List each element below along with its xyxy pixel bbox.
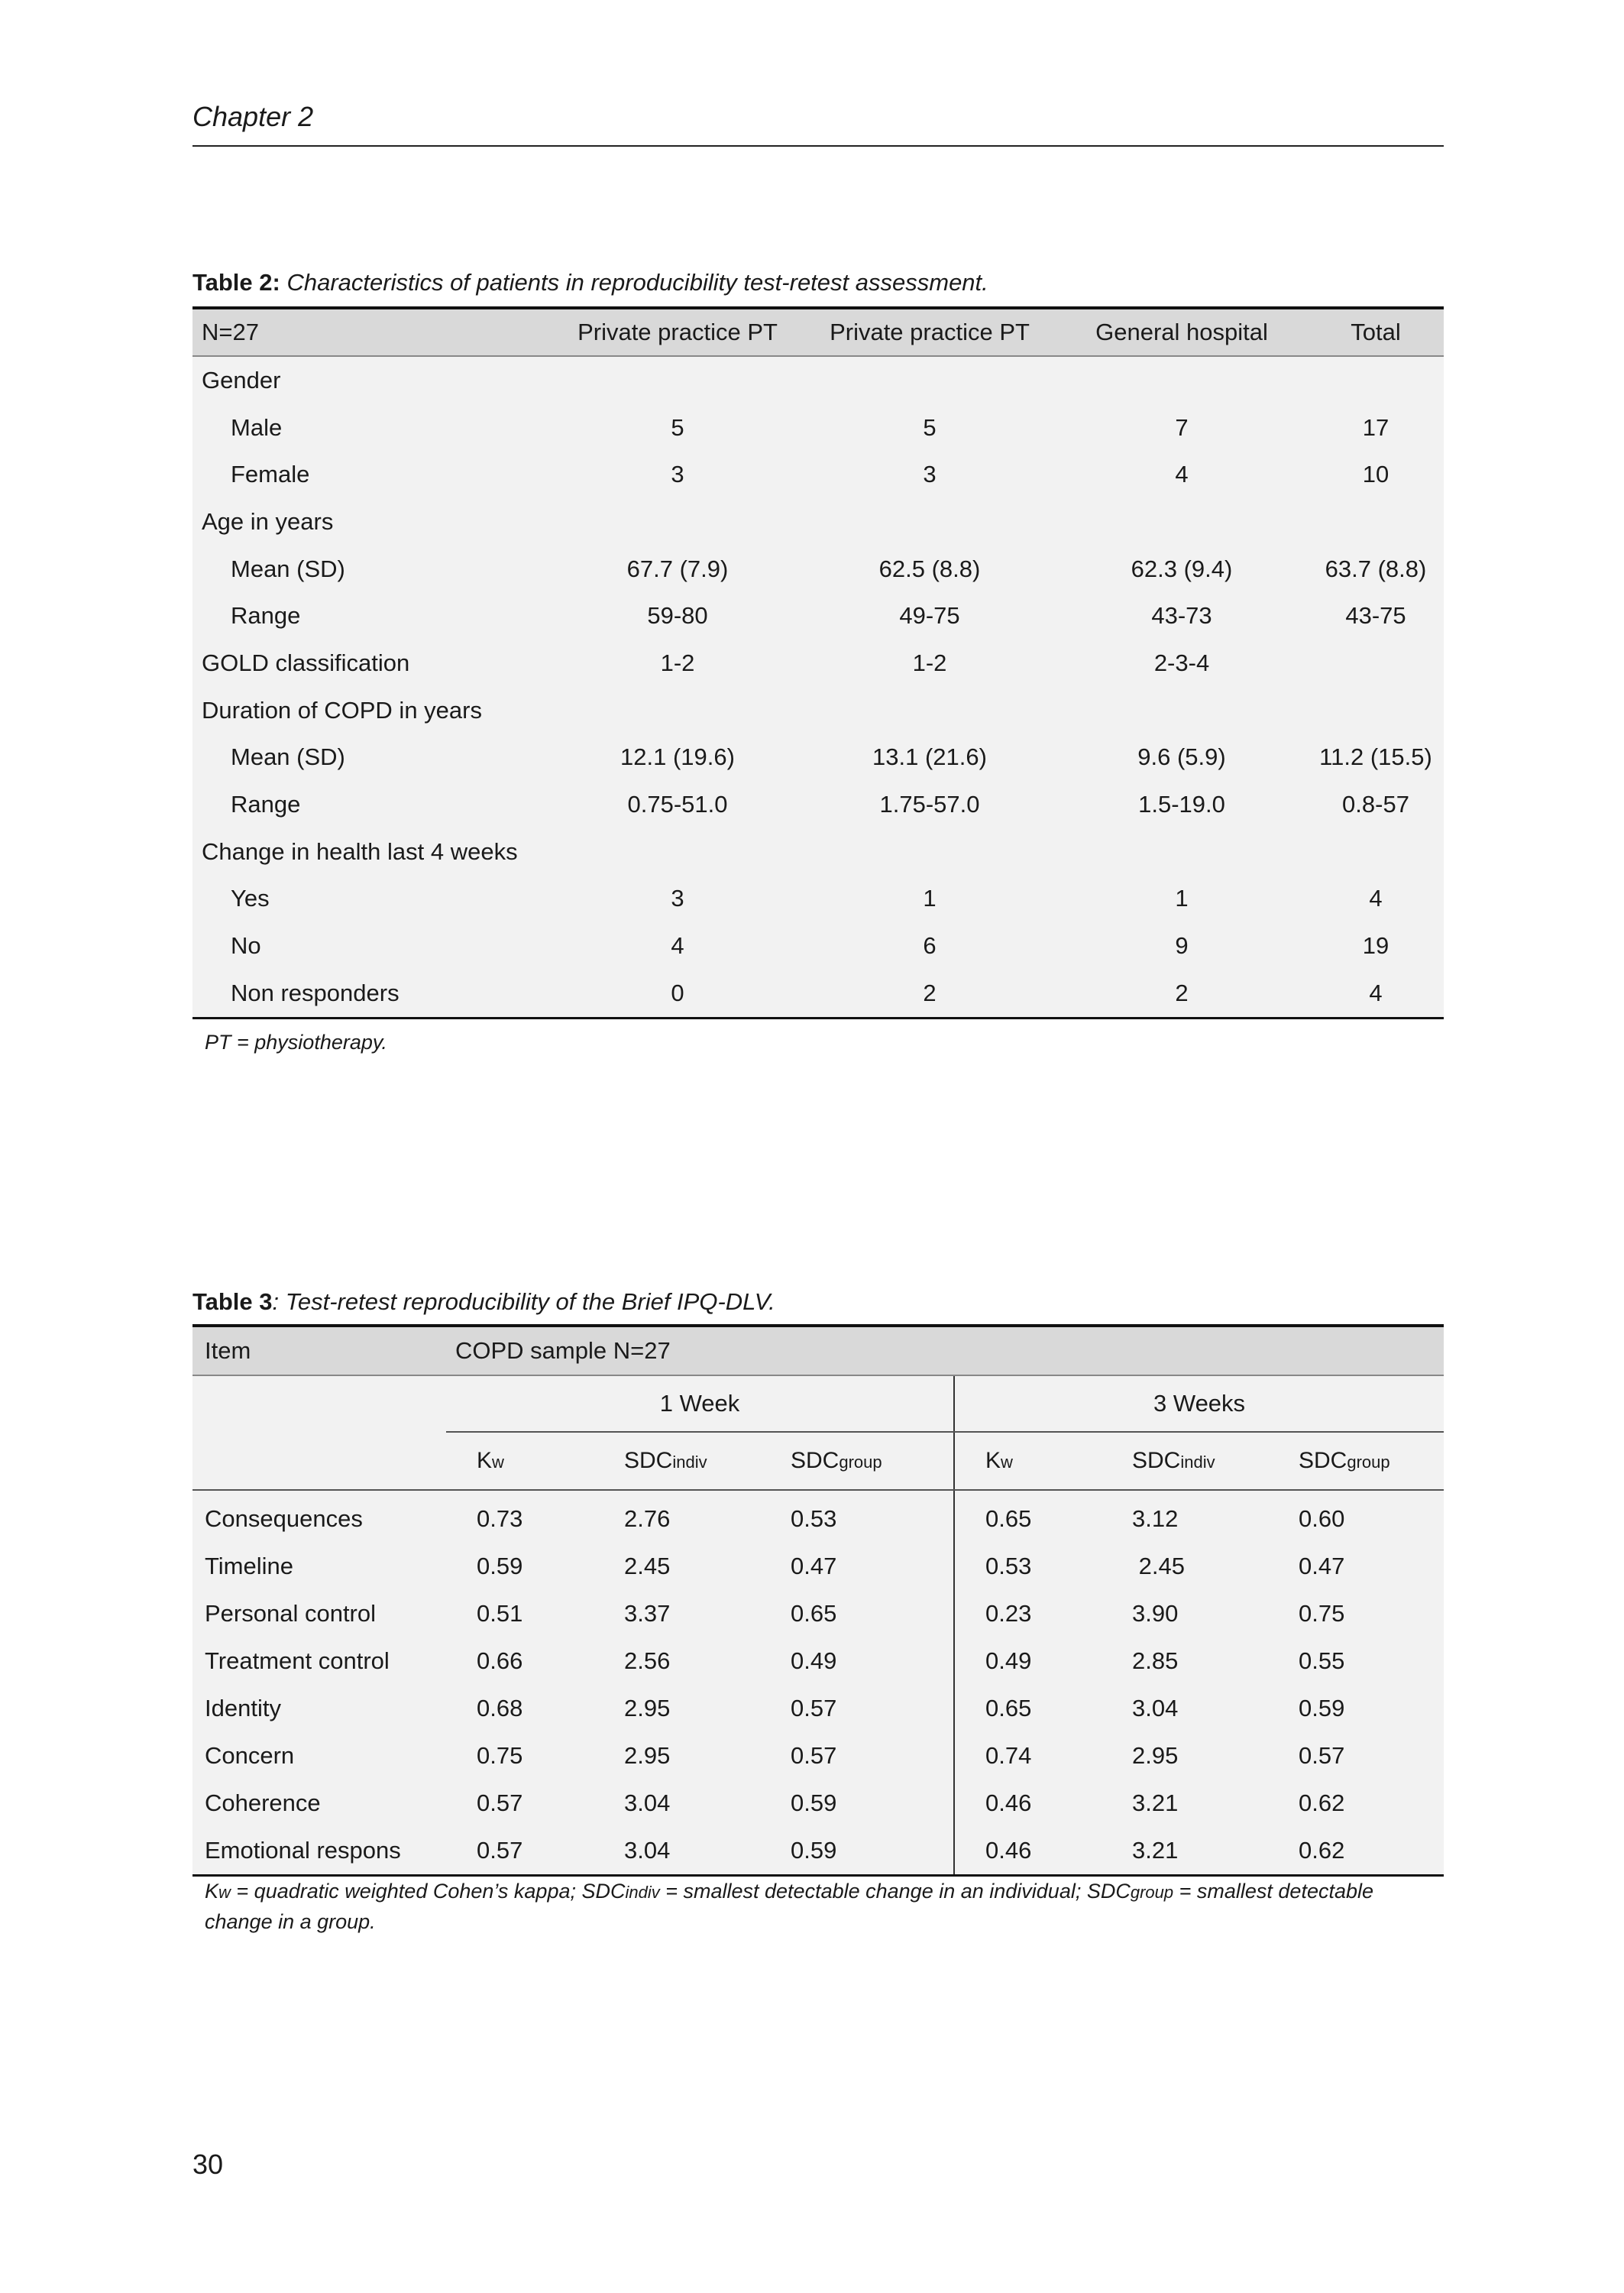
sdc-indiv-header: SDCindiv bbox=[1102, 1432, 1268, 1490]
table2-row-label: Female bbox=[231, 461, 310, 488]
table2-row bbox=[192, 734, 1444, 782]
table2-col-header: General hospital bbox=[1056, 308, 1308, 356]
table2-cell: 0 bbox=[671, 979, 684, 1006]
table2-row bbox=[192, 922, 1444, 970]
table3-cell: 3.21 bbox=[1132, 1837, 1179, 1864]
table2-cell: 62.5 (8.8) bbox=[878, 555, 981, 582]
table2-row bbox=[192, 781, 1444, 828]
table3-cell: 0.46 bbox=[954, 1780, 1102, 1827]
table3-cell: 3.90 bbox=[1132, 1600, 1179, 1627]
table3-cell: 2.85 bbox=[1132, 1647, 1179, 1674]
table2-cell bbox=[1308, 687, 1444, 734]
table3-period-row bbox=[192, 1375, 1444, 1432]
table3-subheader-row bbox=[192, 1432, 1444, 1490]
table2-row-label: Male bbox=[231, 413, 283, 441]
table2-cell: 43-73 bbox=[1151, 602, 1212, 630]
table2-footnote: PT = physiotherapy. bbox=[205, 1031, 387, 1054]
sdc-group-header: SDCgroup bbox=[760, 1432, 954, 1490]
table3-cell: 0.49 bbox=[791, 1647, 837, 1674]
table3-item: Timeline bbox=[205, 1553, 293, 1579]
table2-cell bbox=[552, 356, 804, 404]
table2-cell bbox=[1056, 828, 1308, 876]
table3-item: Emotional respons bbox=[205, 1837, 401, 1864]
table2-cell: 1-2 bbox=[660, 649, 695, 676]
table2-row bbox=[192, 640, 1444, 687]
table2-cell: 19 bbox=[1362, 932, 1389, 960]
table2-cell: 9.6 (5.9) bbox=[1137, 743, 1226, 771]
table2-row-label: Age in years bbox=[202, 507, 334, 535]
table2-cell: 3 bbox=[671, 885, 684, 912]
table3-row bbox=[192, 1780, 1444, 1827]
table2-cell: 1.75-57.0 bbox=[879, 791, 980, 818]
table3-cell: 0.59 bbox=[791, 1789, 837, 1816]
table3-cell: 0.57 bbox=[477, 1789, 523, 1816]
page-number: 30 bbox=[192, 2149, 224, 2180]
table2-cell: 67.7 (7.9) bbox=[626, 555, 729, 582]
table3-caption bbox=[192, 1288, 775, 1316]
table2-cell: 6 bbox=[923, 932, 937, 960]
table3-cell: 0.53 bbox=[954, 1543, 1102, 1590]
table3-period-2: 3 Weeks bbox=[954, 1375, 1444, 1432]
table2-cell: 1.5-19.0 bbox=[1138, 791, 1225, 818]
table3-cell: 2.95 bbox=[624, 1742, 671, 1769]
table3-item: Treatment control bbox=[205, 1647, 390, 1674]
table3-header-row bbox=[192, 1326, 1444, 1375]
table3-cell: 0.60 bbox=[1299, 1505, 1345, 1532]
table3-cell: 2.95 bbox=[624, 1695, 671, 1721]
table2-caption-label: Table 2: bbox=[192, 269, 280, 296]
table3 bbox=[192, 1324, 1444, 1877]
table3-cell: 0.62 bbox=[1299, 1789, 1345, 1816]
table3-cell: 3.37 bbox=[624, 1600, 671, 1627]
table2-row bbox=[192, 828, 1444, 876]
table2 bbox=[192, 306, 1444, 1019]
table3-cell: 0.57 bbox=[791, 1695, 837, 1721]
table3-caption-text: : Test-retest reproducibility of the Brief IPQ-DLV. bbox=[272, 1288, 775, 1315]
table2-row bbox=[192, 687, 1444, 734]
table2-row-label: Gender bbox=[202, 366, 281, 394]
table3-row bbox=[192, 1685, 1444, 1732]
table3-empty-cell bbox=[192, 1375, 446, 1432]
table2-row bbox=[192, 546, 1444, 593]
table3-cell: 0.53 bbox=[791, 1505, 837, 1532]
table2-cell bbox=[552, 828, 804, 876]
table3-cell: 0.65 bbox=[954, 1685, 1102, 1732]
table3-cell: 0.74 bbox=[954, 1732, 1102, 1780]
table3-item: Coherence bbox=[205, 1789, 321, 1816]
table2-cell: 4 bbox=[1369, 979, 1383, 1006]
table2-cell: 17 bbox=[1362, 413, 1389, 441]
table3-item: Identity bbox=[205, 1695, 281, 1721]
table3-cell: 0.57 bbox=[1299, 1742, 1345, 1769]
table2-col-header: Private practice PT bbox=[552, 308, 804, 356]
table3-cell: 0.62 bbox=[1299, 1837, 1345, 1864]
table2-cell: 1 bbox=[923, 885, 937, 912]
table2-cell: 2 bbox=[1175, 979, 1189, 1006]
table2-row bbox=[192, 970, 1444, 1018]
table2-cell: 3 bbox=[923, 461, 937, 488]
table2-cell: 10 bbox=[1362, 461, 1389, 488]
table3-cell: 0.51 bbox=[477, 1600, 523, 1627]
table3-item: Personal control bbox=[205, 1600, 377, 1627]
table3-empty-cell bbox=[192, 1432, 446, 1490]
table3-footnote: Kw = quadratic weighted Cohen’s kappa; SDCindiv = smallest detectable change in an individual; SDCgroup = smallest detectable change in a group. bbox=[205, 1880, 1374, 1933]
table2-cell: 1 bbox=[1175, 885, 1189, 912]
table3-cell: 0.47 bbox=[791, 1553, 837, 1579]
table3-cell: 0.49 bbox=[954, 1637, 1102, 1685]
table3-cell: 0.23 bbox=[954, 1590, 1102, 1637]
table2-cell: 4 bbox=[1175, 461, 1189, 488]
table3-cell: 0.65 bbox=[791, 1600, 837, 1627]
table2-cell: 0.8-57 bbox=[1342, 791, 1409, 818]
table2-cell: 63.7 (8.8) bbox=[1325, 555, 1427, 582]
table3-row bbox=[192, 1732, 1444, 1780]
table3-cell: 0.75 bbox=[1299, 1600, 1345, 1627]
table2-cell bbox=[804, 828, 1056, 876]
table2-caption-text: Characteristics of patients in reproducibility test-retest assessment. bbox=[280, 269, 988, 296]
table2-cell: 11.2 (15.5) bbox=[1319, 743, 1432, 771]
table2-cell: 5 bbox=[671, 413, 684, 441]
table2-row-label: No bbox=[231, 932, 261, 960]
table2-cell: 7 bbox=[1175, 413, 1189, 441]
page-header bbox=[192, 99, 1444, 147]
table3-cell: 3.04 bbox=[624, 1789, 671, 1816]
table2-cell bbox=[552, 498, 804, 546]
table2-row-label: Range bbox=[231, 791, 301, 818]
table3-row bbox=[192, 1490, 1444, 1543]
table2-row bbox=[192, 451, 1444, 498]
table2-col-header: Private practice PT bbox=[804, 308, 1056, 356]
table3-cell: 3.04 bbox=[624, 1837, 671, 1864]
table3-cell: 2.56 bbox=[624, 1647, 671, 1674]
table3-row bbox=[192, 1637, 1444, 1685]
table2-cell bbox=[1056, 687, 1308, 734]
table2-cell bbox=[1308, 498, 1444, 546]
table2-cell: 12.1 (19.6) bbox=[620, 743, 735, 771]
table2-cell bbox=[1308, 640, 1444, 687]
table2-cell bbox=[1308, 356, 1444, 404]
table3-cell: 0.47 bbox=[1299, 1553, 1345, 1579]
table2-cell: 49-75 bbox=[899, 602, 960, 630]
table2-col-header: N=27 bbox=[192, 308, 552, 356]
chapter-title: Chapter 2 bbox=[192, 101, 314, 132]
kw-header: Kw bbox=[954, 1432, 1102, 1490]
table3-row bbox=[192, 1590, 1444, 1637]
table2-cell: 4 bbox=[671, 932, 684, 960]
table3-item-header: Item bbox=[192, 1326, 446, 1375]
table2-cell bbox=[552, 687, 804, 734]
table3-cell: 2.45 bbox=[1132, 1553, 1185, 1579]
table3-cell: 0.73 bbox=[477, 1505, 523, 1532]
table3-row bbox=[192, 1543, 1444, 1590]
table2-row-label: Mean (SD) bbox=[231, 743, 345, 771]
table2-header-row bbox=[192, 308, 1444, 356]
table2-cell: 2 bbox=[923, 979, 937, 1006]
table3-caption-label: Table 3 bbox=[192, 1288, 273, 1315]
table2-row bbox=[192, 404, 1444, 452]
table2-cell: 5 bbox=[923, 413, 937, 441]
table2-row-label: Range bbox=[231, 602, 301, 630]
table3-cell: 0.68 bbox=[477, 1695, 523, 1721]
table3-cell: 0.59 bbox=[791, 1837, 837, 1864]
table2-row-label: Mean (SD) bbox=[231, 555, 345, 582]
table2-cell: 3 bbox=[671, 461, 684, 488]
table2-cell: 43-75 bbox=[1345, 602, 1406, 630]
table2-cell bbox=[1056, 498, 1308, 546]
table3-cell: 0.57 bbox=[791, 1742, 837, 1769]
table2-caption bbox=[192, 269, 988, 296]
table2-cell bbox=[804, 498, 1056, 546]
table3-cell: 0.55 bbox=[1299, 1647, 1345, 1674]
table3-cell: 0.59 bbox=[1299, 1695, 1345, 1721]
table3-row bbox=[192, 1827, 1444, 1876]
table3-cell: 0.57 bbox=[477, 1837, 523, 1864]
table2-cell bbox=[1308, 828, 1444, 876]
table3-cell: 0.59 bbox=[477, 1553, 523, 1579]
table2-cell: 1-2 bbox=[912, 649, 947, 676]
table3-sample-header: COPD sample N=27 bbox=[446, 1326, 1444, 1375]
table2-cell: 0.75-51.0 bbox=[627, 791, 728, 818]
table2-row-label: Duration of COPD in years bbox=[202, 696, 482, 724]
table2-row bbox=[192, 356, 1444, 404]
table3-cell: 3.21 bbox=[1132, 1789, 1179, 1816]
table2-row bbox=[192, 592, 1444, 640]
sdc-group-header: SDCgroup bbox=[1268, 1432, 1444, 1490]
kw-header: Kw bbox=[446, 1432, 594, 1490]
table2-row-label: Change in health last 4 weeks bbox=[202, 837, 518, 865]
table2-cell: 59-80 bbox=[647, 602, 708, 630]
table3-cell: 2.95 bbox=[1132, 1742, 1179, 1769]
table2-col-header: Total bbox=[1308, 308, 1444, 356]
sdc-indiv-header: SDCindiv bbox=[594, 1432, 760, 1490]
table2-cell bbox=[804, 687, 1056, 734]
table2-cell: 62.3 (9.4) bbox=[1131, 555, 1233, 582]
table3-cell: 2.76 bbox=[624, 1505, 671, 1532]
table3-cell: 0.75 bbox=[477, 1742, 523, 1769]
table3-cell: 0.66 bbox=[477, 1647, 523, 1674]
table3-item: Consequences bbox=[205, 1505, 363, 1532]
table2-cell: 13.1 (21.6) bbox=[872, 743, 987, 771]
table3-cell: 3.12 bbox=[1132, 1505, 1179, 1532]
table2-cell bbox=[804, 356, 1056, 404]
table2-cell: 2-3-4 bbox=[1153, 649, 1210, 676]
table3-cell: 0.46 bbox=[954, 1827, 1102, 1876]
table3-cell: 0.65 bbox=[954, 1490, 1102, 1543]
table2-cell: 4 bbox=[1369, 885, 1383, 912]
table2-row bbox=[192, 498, 1444, 546]
table2-cell bbox=[1056, 356, 1308, 404]
table2-row-label: Non responders bbox=[231, 979, 400, 1006]
table3-period-1: 1 Week bbox=[446, 1375, 954, 1432]
table2-cell: 9 bbox=[1175, 932, 1189, 960]
table2-row bbox=[192, 876, 1444, 923]
table3-cell: 3.04 bbox=[1132, 1695, 1179, 1721]
table3-item: Concern bbox=[205, 1742, 295, 1769]
table3-cell: 2.45 bbox=[624, 1553, 671, 1579]
table2-row-label: GOLD classification bbox=[202, 649, 410, 676]
table2-row-label: Yes bbox=[231, 885, 270, 912]
